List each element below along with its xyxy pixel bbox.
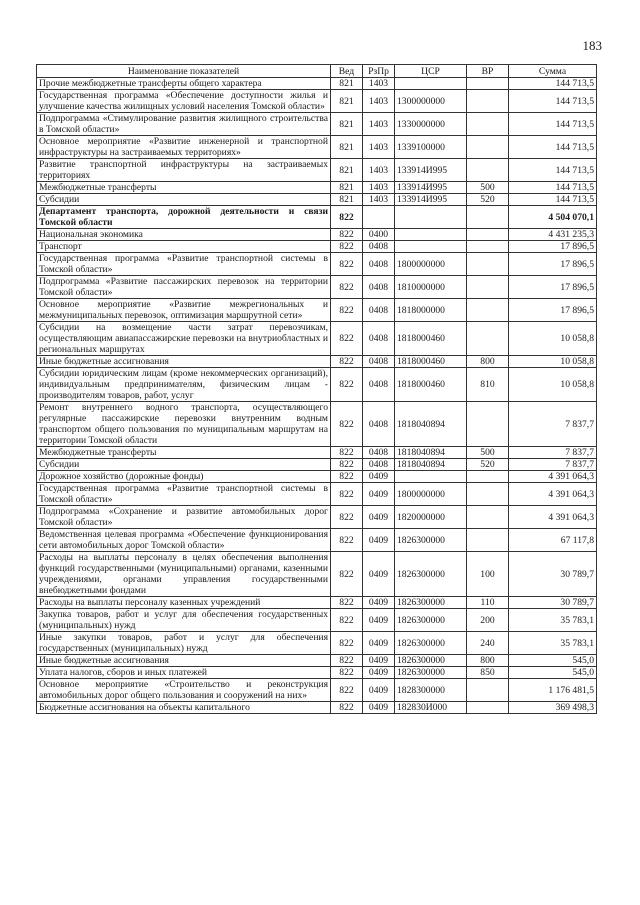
cell-sum: 144 713,5 [509, 136, 597, 159]
cell-rzpr: 0409 [363, 529, 395, 552]
cell-ved: 821 [331, 78, 363, 90]
cell-sum: 7 837,7 [509, 402, 597, 447]
table-row [37, 702, 597, 714]
cell-rzpr: 0409 [363, 632, 395, 655]
cell-ved: 822 [331, 597, 363, 609]
cell-csr: 1826300000 [395, 609, 467, 632]
cell-sum: 369 498,3 [509, 702, 597, 714]
cell-rzpr: 1403 [363, 182, 395, 194]
table-row [37, 402, 597, 447]
table-row [37, 368, 597, 402]
cell-vr: 110 [467, 597, 509, 609]
cell-vr: 500 [467, 182, 509, 194]
cell-name: Бюджетные ассигнования на объекты капитального [37, 702, 331, 714]
cell-name: Подпрограмма «Развитие пассажирских перевозок на территории Томской области» [37, 276, 331, 299]
cell-rzpr: 0409 [363, 483, 395, 506]
cell-sum: 17 896,5 [509, 276, 597, 299]
cell-vr [467, 229, 509, 241]
cell-sum: 35 783,1 [509, 632, 597, 655]
cell-rzpr: 1403 [363, 113, 395, 136]
cell-sum: 17 896,5 [509, 241, 597, 253]
cell-sum: 4 504 070,1 [509, 206, 597, 229]
cell-name: Межбюджетные трансферты [37, 447, 331, 459]
table-row [37, 229, 597, 241]
table-header-row [37, 65, 597, 78]
cell-vr [467, 276, 509, 299]
cell-rzpr: 0409 [363, 655, 395, 667]
cell-vr: 240 [467, 632, 509, 655]
cell-name: Прочие межбюджетные трансферты общего характера [37, 78, 331, 90]
cell-rzpr: 0409 [363, 667, 395, 679]
cell-csr: 1800000000 [395, 253, 467, 276]
cell-ved: 822 [331, 679, 363, 702]
cell-sum: 4 391 064,3 [509, 471, 597, 483]
cell-csr: 1826300000 [395, 552, 467, 597]
cell-sum: 545,0 [509, 667, 597, 679]
cell-vr [467, 253, 509, 276]
table-row [37, 632, 597, 655]
cell-name: Основное мероприятие «Развитие инженерной и транспортной инфраструктуры на застраиваемых территориях» [37, 136, 331, 159]
cell-csr: 1818000460 [395, 356, 467, 368]
table-row [37, 552, 597, 597]
table-row [37, 90, 597, 113]
cell-rzpr: 0408 [363, 459, 395, 471]
cell-csr: 1828300000 [395, 679, 467, 702]
cell-name: Межбюджетные трансферты [37, 182, 331, 194]
table-row [37, 159, 597, 182]
cell-vr: 500 [467, 447, 509, 459]
cell-ved: 821 [331, 90, 363, 113]
cell-rzpr: 0408 [363, 447, 395, 459]
cell-vr [467, 78, 509, 90]
cell-ved: 822 [331, 368, 363, 402]
cell-vr: 810 [467, 368, 509, 402]
cell-rzpr: 0409 [363, 471, 395, 483]
cell-sum: 30 789,7 [509, 597, 597, 609]
table-row [37, 667, 597, 679]
cell-sum: 4 431 235,3 [509, 229, 597, 241]
cell-name: Основное мероприятие «Развитие межрегиональных и межмуниципальных перевозок, оптимизация маршрутной сети» [37, 299, 331, 322]
cell-csr [395, 241, 467, 253]
cell-ved: 822 [331, 229, 363, 241]
cell-sum: 10 058,8 [509, 368, 597, 402]
cell-rzpr: 1403 [363, 136, 395, 159]
header-vr: ВР [467, 65, 509, 78]
cell-name: Дорожное хозяйство (дорожные фонды) [37, 471, 331, 483]
cell-name: Развитие транспортной инфраструктуры на застраиваемых территориях [37, 159, 331, 182]
cell-name: Субсидии [37, 194, 331, 206]
cell-ved: 822 [331, 447, 363, 459]
cell-sum: 17 896,5 [509, 299, 597, 322]
cell-sum: 1 176 481,5 [509, 679, 597, 702]
cell-name: Иные закупки товаров, работ и услуг для обеспечения государственных (муниципальных) нужд [37, 632, 331, 655]
cell-ved: 822 [331, 276, 363, 299]
cell-csr: 1800000000 [395, 483, 467, 506]
table-row [37, 194, 597, 206]
table-row [37, 136, 597, 159]
cell-vr [467, 206, 509, 229]
cell-ved: 822 [331, 702, 363, 714]
table-row [37, 276, 597, 299]
cell-sum: 10 058,8 [509, 322, 597, 356]
cell-ved: 822 [331, 655, 363, 667]
cell-ved: 822 [331, 506, 363, 529]
cell-sum: 144 713,5 [509, 90, 597, 113]
cell-vr: 850 [467, 667, 509, 679]
cell-rzpr: 0409 [363, 597, 395, 609]
cell-csr [395, 78, 467, 90]
cell-ved: 822 [331, 552, 363, 597]
cell-ved: 821 [331, 113, 363, 136]
cell-name: Ведомственная целевая программа «Обеспечение функционирования сети автомобильных дорог Томской области» [37, 529, 331, 552]
cell-rzpr: 1403 [363, 159, 395, 182]
cell-sum: 545,0 [509, 655, 597, 667]
cell-ved: 822 [331, 483, 363, 506]
cell-ved: 821 [331, 194, 363, 206]
cell-ved: 822 [331, 356, 363, 368]
cell-sum: 7 837,7 [509, 447, 597, 459]
cell-rzpr: 1403 [363, 194, 395, 206]
table-row [37, 299, 597, 322]
cell-sum: 67 117,8 [509, 529, 597, 552]
cell-rzpr: 0408 [363, 402, 395, 447]
cell-rzpr: 1403 [363, 90, 395, 113]
cell-name: Субсидии [37, 459, 331, 471]
cell-csr: 1810000000 [395, 276, 467, 299]
table-row [37, 506, 597, 529]
cell-rzpr: 0408 [363, 253, 395, 276]
cell-rzpr: 0408 [363, 368, 395, 402]
cell-name: Иные бюджетные ассигнования [37, 655, 331, 667]
cell-sum: 17 896,5 [509, 253, 597, 276]
cell-ved: 821 [331, 159, 363, 182]
table-row [37, 253, 597, 276]
cell-csr: 133914И995 [395, 194, 467, 206]
cell-sum: 4 391 064,3 [509, 506, 597, 529]
cell-rzpr: 0409 [363, 702, 395, 714]
cell-rzpr: 1403 [363, 78, 395, 90]
cell-vr [467, 529, 509, 552]
table-row [37, 241, 597, 253]
cell-rzpr: 0408 [363, 276, 395, 299]
header-csr: ЦСР [395, 65, 467, 78]
cell-csr: 133914И995 [395, 159, 467, 182]
cell-vr [467, 113, 509, 136]
cell-csr [395, 229, 467, 241]
cell-rzpr: 0409 [363, 552, 395, 597]
cell-name: Основное мероприятие «Строительство и реконструкция автомобильных дорог общего пользования и сооружений на них» [37, 679, 331, 702]
cell-sum: 7 837,7 [509, 459, 597, 471]
table-row [37, 206, 597, 229]
header-rzpr: РзПр [363, 65, 395, 78]
cell-vr [467, 483, 509, 506]
cell-name: Субсидии на возмещение части затрат перевозчикам, осуществляющим авиапассажирские перевозки на внутриобластных и региональных маршрутах [37, 322, 331, 356]
cell-rzpr [363, 206, 395, 229]
cell-vr [467, 322, 509, 356]
budget-table [36, 64, 597, 714]
cell-vr [467, 679, 509, 702]
table-row [37, 529, 597, 552]
page-number: 183 [582, 38, 602, 53]
cell-vr: 520 [467, 459, 509, 471]
cell-csr [395, 206, 467, 229]
cell-ved: 821 [331, 182, 363, 194]
cell-sum: 144 713,5 [509, 113, 597, 136]
cell-rzpr: 0408 [363, 356, 395, 368]
cell-ved: 822 [331, 241, 363, 253]
cell-sum: 144 713,5 [509, 159, 597, 182]
table-row [37, 471, 597, 483]
table-row [37, 322, 597, 356]
header-ved: Вед [331, 65, 363, 78]
table-row [37, 356, 597, 368]
table-row [37, 447, 597, 459]
cell-csr: 1826300000 [395, 655, 467, 667]
cell-vr [467, 136, 509, 159]
cell-csr: 1818040894 [395, 402, 467, 447]
cell-ved: 822 [331, 667, 363, 679]
cell-name: Подпрограмма «Сохранение и развитие автомобильных дорог Томской области» [37, 506, 331, 529]
cell-vr [467, 90, 509, 113]
cell-name: Иные бюджетные ассигнования [37, 356, 331, 368]
cell-name: Ремонт внутреннего водного транспорта, осуществляющего регулярные пассажирские перевозки внутренним водным транспортом общего пользования по муниципальным маршрутам на территории Томской области [37, 402, 331, 447]
cell-csr [395, 471, 467, 483]
cell-rzpr: 0409 [363, 609, 395, 632]
table-row [37, 483, 597, 506]
cell-ved: 822 [331, 253, 363, 276]
table-body [37, 78, 597, 714]
table-row [37, 655, 597, 667]
cell-name: Государственная программа «Развитие транспортной системы в Томской области» [37, 253, 331, 276]
cell-name: Государственная программа «Развитие транспортной системы в Томской области» [37, 483, 331, 506]
cell-vr: 520 [467, 194, 509, 206]
cell-csr: 1300000000 [395, 90, 467, 113]
header-name: Наименование показателей [37, 65, 331, 78]
cell-csr: 1826300000 [395, 632, 467, 655]
cell-sum: 35 783,1 [509, 609, 597, 632]
cell-csr: 1826300000 [395, 597, 467, 609]
table-row [37, 609, 597, 632]
cell-ved: 822 [331, 322, 363, 356]
cell-vr: 800 [467, 356, 509, 368]
cell-name: Транспорт [37, 241, 331, 253]
cell-vr [467, 241, 509, 253]
cell-ved: 822 [331, 299, 363, 322]
cell-sum: 144 713,5 [509, 78, 597, 90]
cell-vr [467, 471, 509, 483]
cell-ved: 822 [331, 632, 363, 655]
cell-ved: 822 [331, 529, 363, 552]
cell-rzpr: 0408 [363, 241, 395, 253]
cell-csr: 182830И000 [395, 702, 467, 714]
cell-ved: 822 [331, 471, 363, 483]
cell-vr [467, 159, 509, 182]
cell-rzpr: 0400 [363, 229, 395, 241]
cell-csr: 1826300000 [395, 529, 467, 552]
cell-csr: 1818000000 [395, 299, 467, 322]
cell-sum: 10 058,8 [509, 356, 597, 368]
cell-csr: 1818040894 [395, 459, 467, 471]
cell-csr: 1818000460 [395, 368, 467, 402]
cell-rzpr: 0408 [363, 322, 395, 356]
cell-vr [467, 299, 509, 322]
table-row [37, 182, 597, 194]
cell-csr: 1818040894 [395, 447, 467, 459]
table-row [37, 597, 597, 609]
header-sum: Сумма [509, 65, 597, 78]
cell-vr: 200 [467, 609, 509, 632]
cell-ved: 821 [331, 136, 363, 159]
cell-csr: 1826300000 [395, 667, 467, 679]
table-row [37, 679, 597, 702]
cell-csr: 1330000000 [395, 113, 467, 136]
cell-vr [467, 402, 509, 447]
table-row [37, 459, 597, 471]
cell-vr: 100 [467, 552, 509, 597]
cell-sum: 144 713,5 [509, 194, 597, 206]
table-row [37, 78, 597, 90]
cell-name: Уплата налогов, сборов и иных платежей [37, 667, 331, 679]
cell-sum: 144 713,5 [509, 182, 597, 194]
table-row [37, 113, 597, 136]
cell-rzpr: 0409 [363, 506, 395, 529]
cell-rzpr: 0408 [363, 299, 395, 322]
cell-name: Расходы на выплаты персоналу казенных учреждений [37, 597, 331, 609]
cell-ved: 822 [331, 609, 363, 632]
cell-name: Национальная экономика [37, 229, 331, 241]
cell-csr: 133914И995 [395, 182, 467, 194]
cell-ved: 822 [331, 459, 363, 471]
cell-csr: 1820000000 [395, 506, 467, 529]
cell-ved: 822 [331, 402, 363, 447]
cell-rzpr: 0409 [363, 679, 395, 702]
cell-sum: 30 789,7 [509, 552, 597, 597]
cell-ved: 822 [331, 206, 363, 229]
cell-csr: 1818000460 [395, 322, 467, 356]
cell-name: Субсидии юридическим лицам (кроме некоммерческих организаций), индивидуальным предпринимателям, физическим лицам - производителям товаров, работ, услуг [37, 368, 331, 402]
cell-vr: 800 [467, 655, 509, 667]
cell-name: Государственная программа «Обеспечение доступности жилья и улучшение качества жилищных условий населения Томской области» [37, 90, 331, 113]
cell-sum: 4 391 064,3 [509, 483, 597, 506]
cell-name: Департамент транспорта, дорожной деятельности и связи Томской области [37, 206, 331, 229]
cell-csr: 1339100000 [395, 136, 467, 159]
cell-vr [467, 702, 509, 714]
cell-name: Закупка товаров, работ и услуг для обеспечения государственных (муниципальных) нужд [37, 609, 331, 632]
cell-vr [467, 506, 509, 529]
cell-name: Расходы на выплаты персоналу в целях обеспечения выполнения функций государственными (муниципальными) органами, казенными учреждениями, органами управления государственными внебюджетными фондами [37, 552, 331, 597]
cell-name: Подпрограмма «Стимулирование развития жилищного строительства в Томской области» [37, 113, 331, 136]
